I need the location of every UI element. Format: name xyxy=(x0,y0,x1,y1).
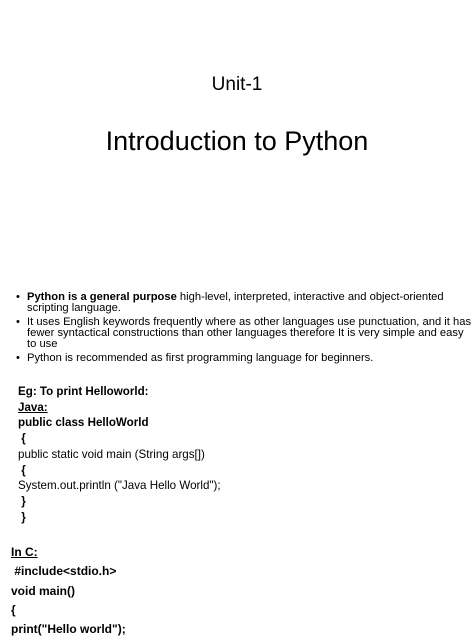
unit-heading: Unit-1 xyxy=(211,74,263,95)
java-code-line: } xyxy=(18,510,26,524)
java-code-line: } xyxy=(18,494,26,508)
page-title: Introduction to Python xyxy=(105,126,369,156)
java-label: Java: xyxy=(18,400,48,414)
c-example xyxy=(11,543,126,639)
java-example xyxy=(18,384,221,525)
bullet-item-recommended xyxy=(16,353,472,364)
java-code-line: public class HelloWorld xyxy=(18,416,149,430)
example-heading: Eg: To print Helloworld: xyxy=(18,385,149,398)
bullet-list xyxy=(16,292,472,367)
c-code-line: { xyxy=(11,602,16,617)
bullet-item-english-keywords xyxy=(16,317,472,350)
java-code-line: { xyxy=(18,432,26,446)
c-code-line: #include<stdio.h> xyxy=(11,564,117,579)
bullet-bold-text: Python is a general purpose xyxy=(27,291,177,303)
c-code-line: void main() xyxy=(11,583,76,598)
java-code-line: public static void main (String args[]) xyxy=(18,447,205,461)
c-label: In C: xyxy=(11,545,38,559)
java-code-line: { xyxy=(18,463,26,477)
bullet-text: It uses English keywords frequently where as other languages use punctuation, and it has fewer syntactical constructions than other languages therefore It is very simple and easy to use xyxy=(27,316,472,350)
bullet-item-general-purpose xyxy=(16,292,472,314)
bullet-text: Python is recommended as first programming language for beginners. xyxy=(27,352,374,364)
c-code-line: print("Hello world"); xyxy=(11,622,126,637)
bullet-text: high-level, interpreted, interactive and object-oriented scripting language. xyxy=(27,291,444,314)
java-code-line: System.out.println ("Java Hello World"); xyxy=(18,479,221,493)
